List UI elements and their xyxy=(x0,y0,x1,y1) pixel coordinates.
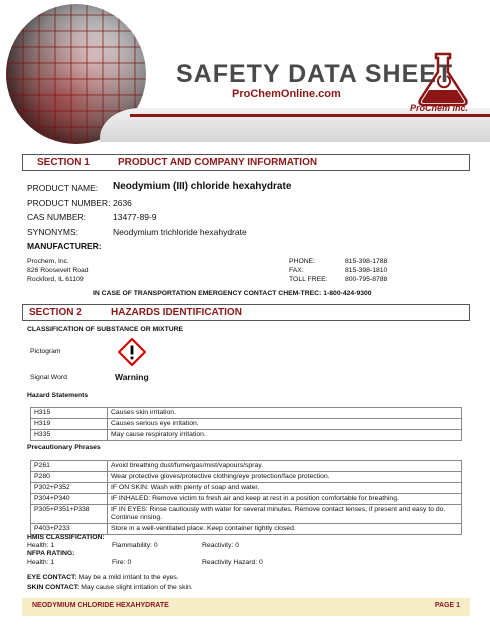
table-row xyxy=(31,472,462,483)
hazard-code: H335 xyxy=(31,430,108,441)
document-title: SAFETY DATA SHEET xyxy=(176,60,454,88)
cas-number: 13477-89-9 xyxy=(113,212,157,222)
section-2-title: HAZARDS IDENTIFICATION xyxy=(111,307,242,318)
precaution-text: Store in a well-ventilated place. Keep container tightly closed. xyxy=(108,524,462,535)
precaution-text: Avoid breathing dust/fume/gas/mist/vapours/spray. xyxy=(108,461,462,472)
eye-contact-label: EYE CONTACT: xyxy=(27,574,77,581)
footer-product-name: NEODYMIUM CHLORIDE HEXAHYDRATE xyxy=(32,602,169,609)
signal-word-label: Signal Word xyxy=(30,374,67,381)
section-1-header xyxy=(22,154,470,171)
precaution-text: Wear protective gloves/protective clothing/eye protection/face protection. xyxy=(108,472,462,483)
tollfree-label: TOLL FREE: xyxy=(289,276,328,283)
table-row xyxy=(31,419,462,430)
precaution-code: P305+P351+P338 xyxy=(31,505,108,524)
header-banner xyxy=(0,0,490,140)
company-name: Prochem, Inc. xyxy=(27,258,69,265)
hmis-heading: HMIS CLASSIFICATION: xyxy=(27,534,105,541)
nfpa-reactivity: Reactivity Hazard: 0 xyxy=(202,559,263,566)
table-row xyxy=(31,430,462,441)
pictogram-label: Pictogram xyxy=(30,348,61,355)
nfpa-heading: NFPA RATING: xyxy=(27,550,75,557)
hazard-text: Causes serious eye irritation. xyxy=(108,419,462,430)
skin-contact-label: SKIN CONTACT: xyxy=(27,584,80,591)
precaution-code: P403+P233 xyxy=(31,524,108,535)
product-number-label: PRODUCT NUMBER: xyxy=(27,198,111,208)
hazard-code: H315 xyxy=(31,408,108,419)
classification-heading: CLASSIFICATION OF SUBSTANCE OR MIXTURE xyxy=(27,326,184,333)
skin-contact-line xyxy=(27,584,193,591)
signal-word: Warning xyxy=(115,372,149,382)
hmis-flammability: Flammability: 0 xyxy=(112,542,158,549)
product-number: 2636 xyxy=(113,198,132,208)
banner-red-line xyxy=(130,114,490,117)
logo-text: ProChem inc. xyxy=(410,103,469,113)
eye-contact-line xyxy=(27,574,179,581)
table-row xyxy=(31,408,462,419)
phone-number: 815-398-1788 xyxy=(345,258,388,265)
skin-contact-text: May cause slight irritation of the skin. xyxy=(81,584,193,591)
table-row xyxy=(31,461,462,472)
manufacturer-label: MANUFACTURER: xyxy=(27,241,102,251)
precautionary-heading: Precautionary Phrases xyxy=(27,444,101,451)
eye-contact-text: May be a mild irritant to the eyes. xyxy=(78,574,179,581)
nfpa-fire: Fire: 0 xyxy=(112,559,132,566)
synonyms-label: SYNONYMS: xyxy=(27,227,79,237)
page-number: PAGE 1 xyxy=(434,602,460,609)
tollfree-number: 800-795-8788 xyxy=(345,276,388,283)
table-row xyxy=(31,524,462,535)
precaution-text: IF IN EYES: Rinse cautiously with water for several minutes. Remove contact lenses, if present and easy to do. Continue rinsing. xyxy=(108,505,462,524)
section-1-title: PRODUCT AND COMPANY INFORMATION xyxy=(118,157,318,168)
fax-label: FAX: xyxy=(289,267,304,274)
table-row xyxy=(31,483,462,494)
hazard-code: H319 xyxy=(31,419,108,430)
hazard-statements-table xyxy=(30,407,462,441)
synonyms: Neodymium trichloride hexahydrate xyxy=(113,227,247,237)
hazard-text: Causes skin irritation. xyxy=(108,408,462,419)
section-2-header xyxy=(22,304,470,321)
cas-label: CAS NUMBER: xyxy=(27,212,87,222)
product-name-label: PRODUCT NAME: xyxy=(27,183,99,193)
precaution-text: IF ON SKIN: Wash with plenty of soap and water. xyxy=(108,483,462,494)
fax-number: 815-398-1810 xyxy=(345,267,388,274)
address-line-1: 826 Roosevelt Road xyxy=(27,267,89,274)
precaution-code: P304+P340 xyxy=(31,494,108,505)
hazard-text: May cause respiratory irritation. xyxy=(108,430,462,441)
address-line-2: Rockford, IL 61109 xyxy=(27,276,84,283)
table-row xyxy=(31,505,462,524)
hazard-statements-heading: Hazard Statements xyxy=(27,392,89,399)
prochem-flask-logo xyxy=(412,50,474,108)
exclamation-mark-icon xyxy=(118,338,146,366)
precautionary-table xyxy=(30,460,462,535)
table-row xyxy=(31,494,462,505)
page-footer xyxy=(22,598,470,616)
phone-label: PHONE: xyxy=(289,258,316,265)
website-url: ProChemOnline.com xyxy=(232,88,341,100)
section-2-number: SECTION 2 xyxy=(29,307,82,318)
emergency-contact: IN CASE OF TRANSPORTATION EMERGENCY CONTACT CHEM-TREC: 1-800-424-9300 xyxy=(93,290,372,297)
precaution-code: P302+P352 xyxy=(31,483,108,494)
section-1-number: SECTION 1 xyxy=(37,157,90,168)
precaution-text: IF INHALED: Remove victim to fresh air and keep at rest in a position comfortable for breathing. xyxy=(108,494,462,505)
hmis-reactivity: Reactivity: 0 xyxy=(202,542,240,549)
product-name: Neodymium (III) chloride hexahydrate xyxy=(113,181,292,192)
nfpa-health: Health: 1 xyxy=(27,559,55,566)
precaution-code: P280 xyxy=(31,472,108,483)
hmis-health: Health: 1 xyxy=(27,542,55,549)
precaution-code: P261 xyxy=(31,461,108,472)
